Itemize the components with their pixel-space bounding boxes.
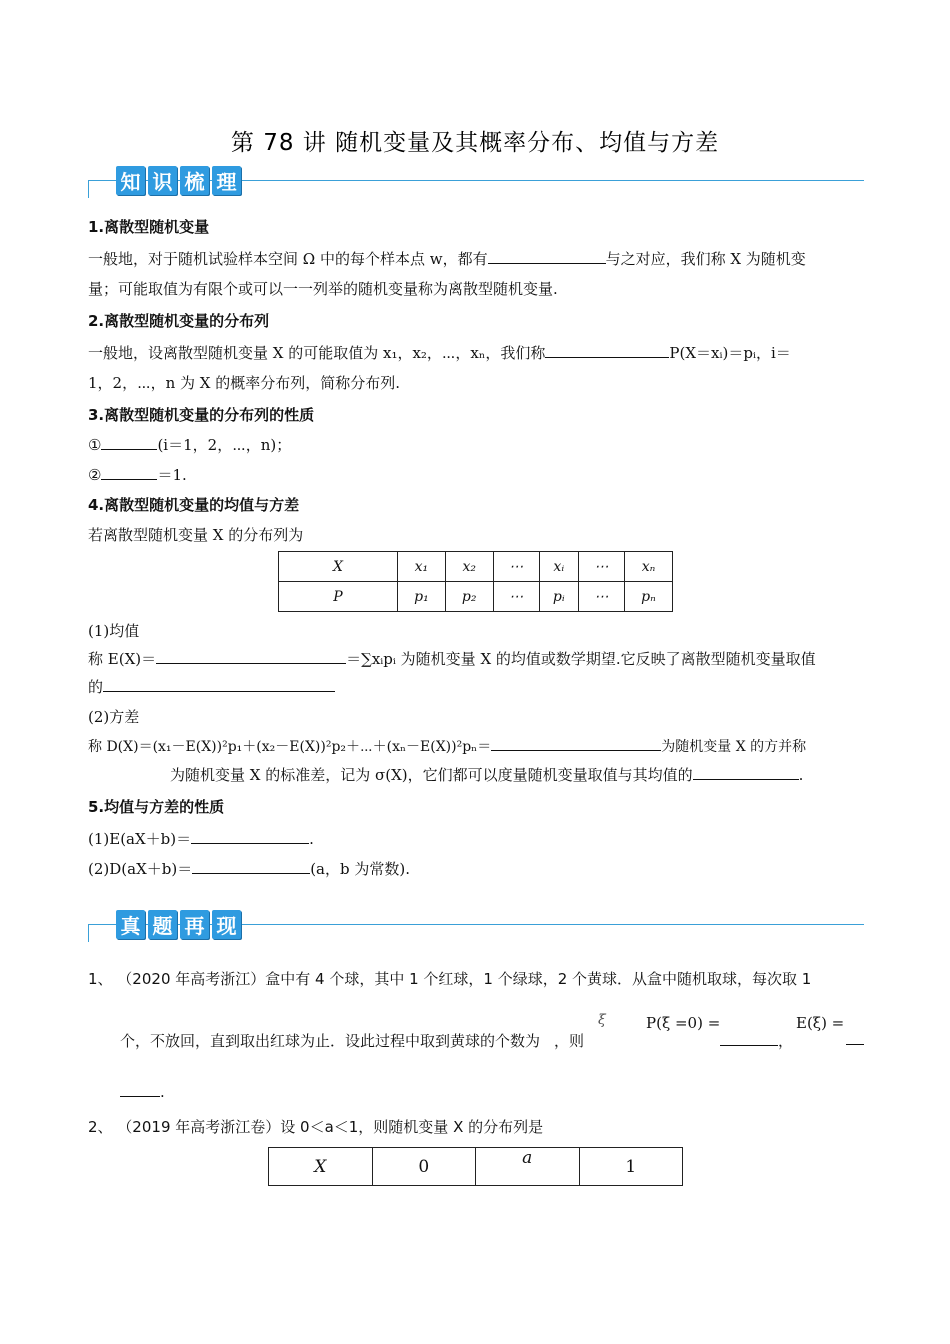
mean-heading: (1)均值 [88, 622, 140, 640]
table-cell: pₙ [624, 582, 672, 612]
banner-char: 题 [148, 910, 177, 939]
table-row [279, 582, 673, 612]
banner-char: 真 [116, 910, 145, 939]
table-cell: p₂ [445, 582, 493, 612]
mean-text-b: ＝∑xᵢpᵢ 为随机变量 X 的均值或数学期望.它反映了离散型随机变量取值 [346, 650, 816, 668]
q1-blank-p [720, 1030, 793, 1051]
fill-blank [120, 1082, 160, 1097]
banner-char: 再 [180, 910, 209, 939]
variance-line2 [170, 764, 803, 785]
variance-text-a: 称 D(X)＝(x₁－E(X))²p₁＋(x₂－E(X))²p₂＋⋯＋(xₙ－E(X))²pₙ＝ [88, 739, 492, 755]
table-cell: xₙ [624, 552, 672, 582]
table-cell: ⋯ [578, 552, 624, 582]
table-cell: 1 [579, 1148, 683, 1186]
heading-5: 5.均值与方差的性质 [88, 798, 225, 816]
q1-text-a: 个，不放回，直到取出红球为止．设此过程中取到黄球的个数为 [120, 1032, 541, 1050]
s5-text-a: (1)E(aX＋b)＝ [88, 830, 192, 848]
fill-blank [846, 1030, 864, 1045]
banner-char: 理 [212, 166, 241, 195]
s2-line2: 1，2，⋯，n 为 X 的概率分布列，简称分布列. [88, 374, 401, 392]
heading-2: 2.离散型随机变量的分布列 [88, 312, 270, 330]
question-2-line1: 2、 （2019 年高考浙江卷）设 0＜a＜1，则随机变量 X 的分布列是 [88, 1118, 544, 1136]
fill-blank [488, 249, 606, 264]
table-cell: ⋯ [493, 552, 539, 582]
fill-blank [720, 1031, 778, 1046]
mean-text-a: 称 E(X)＝ [88, 650, 157, 668]
banner-char: 知 [116, 166, 145, 195]
banner-char: 现 [212, 910, 241, 939]
s3-line1 [88, 434, 291, 455]
table-cell: xᵢ [539, 552, 578, 582]
fill-blank [101, 435, 157, 450]
fill-blank [101, 465, 157, 480]
question-1-line2 [120, 1030, 584, 1051]
e-expression: E(ξ) = [796, 1014, 845, 1032]
heading-1: 1.离散型随机变量 [88, 218, 210, 236]
section-banner-knowledge [88, 166, 864, 206]
variance-text-d: . [798, 766, 804, 784]
s5-text-d: (a，b 为常数). [310, 860, 410, 878]
s3-line2 [88, 464, 187, 485]
s5-line2 [88, 858, 410, 879]
table-cell: p₁ [398, 582, 446, 612]
q1-text-b: ，则 [554, 1032, 585, 1050]
heading-4: 4.离散型随机变量的均值与方差 [88, 496, 300, 514]
table-cell: X [269, 1148, 373, 1186]
s5-line1 [88, 828, 314, 849]
variance-text-c: 为随机变量 X 的标准差，记为 σ(X)，它们都可以度量随机变量取值与其均值的 [170, 766, 693, 784]
circled-one: ① [88, 436, 102, 454]
s1-text-b: 与之对应，我们称 X 为随机变 [605, 250, 806, 268]
variance-text-b: 为随机变量 X 的方并称 [661, 739, 807, 755]
banner-char: 识 [148, 166, 177, 195]
s3-text-b: (i＝1，2，⋯，n)； [157, 436, 292, 454]
s2-text-b: P(X＝xᵢ)＝pᵢ，i＝ [669, 344, 791, 362]
mean-line1 [88, 648, 816, 669]
banner-char: 梳 [180, 166, 209, 195]
table-cell: pᵢ [539, 582, 578, 612]
variance-heading: (2)方差 [88, 708, 140, 726]
table-cell: ⋯ [493, 582, 539, 612]
fill-blank [545, 343, 669, 358]
mean-text-c: 的 [88, 678, 104, 696]
s4-intro: 若离散型随机变量 X 的分布列为 [88, 526, 304, 544]
s2-text-a: 一般地，设离散型随机变量 X 的可能取值为 x₁，x₂，⋯，xₙ，我们称 [88, 344, 546, 362]
fill-blank [103, 677, 335, 692]
fill-blank [192, 859, 310, 874]
table-cell: x₂ [445, 552, 493, 582]
s1-line2: 量；可能取值为有限个或可以一一列举的随机变量称为离散型随机变量. [88, 280, 558, 298]
fill-blank [491, 736, 661, 751]
table-cell: ⋯ [578, 582, 624, 612]
s2-line1 [88, 342, 791, 363]
section-banner-exam [88, 910, 864, 950]
s5-text-b: . [309, 830, 314, 848]
s1-line1 [88, 248, 806, 269]
q1-blank-e-part1 [846, 1030, 864, 1049]
q1-blank-e-part2 [120, 1082, 165, 1101]
table-cell: X [279, 552, 398, 582]
s3-text-c: ＝1. [157, 466, 187, 484]
distribution-table [278, 551, 673, 612]
xi-symbol: ξ [598, 1012, 606, 1028]
table-row [269, 1148, 683, 1186]
fill-blank [191, 829, 309, 844]
table-cell: P [279, 582, 398, 612]
heading-3: 3.离散型随机变量的分布列的性质 [88, 406, 315, 424]
table-cell: x₁ [398, 552, 446, 582]
circled-two: ② [88, 466, 102, 484]
table-row [279, 552, 673, 582]
table-cell: a [476, 1148, 580, 1186]
s1-text-a: 一般地，对于随机试验样本空间 Ω 中的每个样本点 w，都有 [88, 250, 488, 268]
s5-text-c: (2)D(aX＋b)＝ [88, 860, 193, 878]
table-cell: 0 [372, 1148, 476, 1186]
mean-line2 [88, 676, 335, 697]
p-expression: P(ξ =0) = [646, 1014, 721, 1032]
q1-period: . [160, 1083, 165, 1101]
variance-line1 [88, 736, 806, 756]
fill-blank [156, 649, 346, 664]
fill-blank [693, 765, 799, 780]
q1-comma: ， [778, 1032, 794, 1050]
page-title: 第 78 讲 随机变量及其概率分布、均值与方差 [230, 130, 720, 156]
question-1-line1: 1、 （2020 年高考浙江）盒中有 4 个球，其中 1 个红球，1 个绿球，2 个黄球．从盒中随机取球，每次取 1 [88, 970, 812, 988]
q2-distribution-table [268, 1147, 683, 1186]
